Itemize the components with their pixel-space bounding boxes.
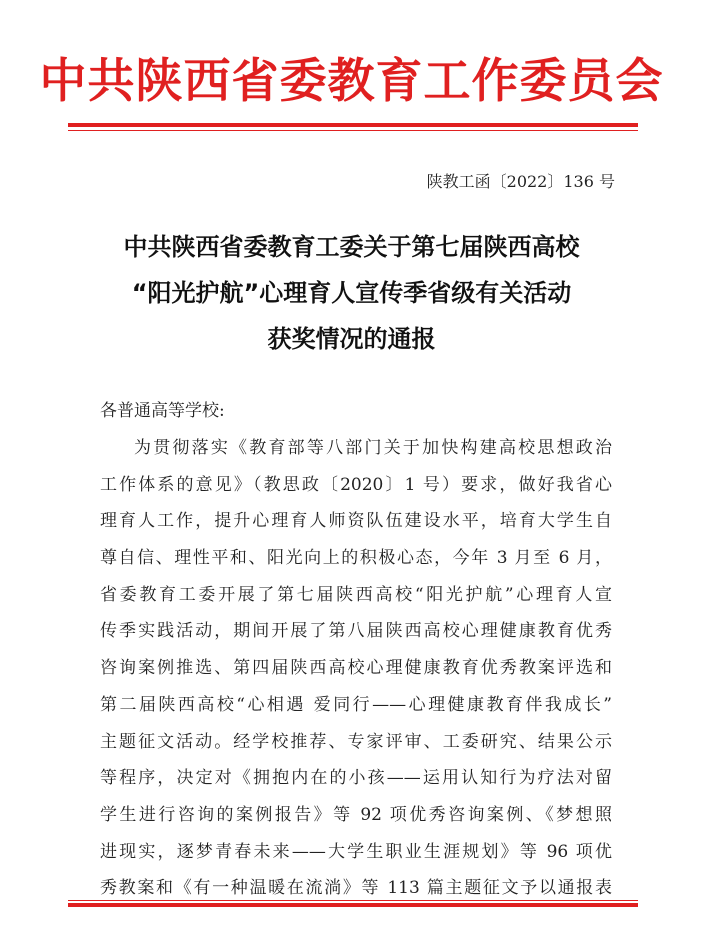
body-line: 传季实践活动，期间开展了第八届陕西高校心理健康教育优秀 bbox=[100, 621, 612, 642]
body-line: 主题征文活动。经学校推荐、专家评审、工委研究、结果公示 bbox=[100, 731, 612, 752]
body-paragraph bbox=[100, 430, 612, 907]
body-line: 省委教育工委开展了第七届陕西高校“阳光护航”心理育人宣 bbox=[100, 584, 612, 605]
body-line: 学生进行咨询的案例报告》等 92 项优秀咨询案例、《梦想照 bbox=[100, 804, 612, 825]
document-number: 陕教工函〔2022〕136 号 bbox=[426, 172, 615, 191]
body-line: 等程序，决定对《拥抱内在的小孩——运用认知行为疗法对留 bbox=[100, 768, 612, 789]
letterhead-rule-thick bbox=[68, 123, 638, 127]
letterhead-rule-thin bbox=[68, 130, 638, 131]
title-line-1: 中共陕西省委教育工委关于第七届陕西高校 bbox=[123, 233, 580, 261]
body-line: 为贯彻落实《教育部等八部门关于加快构建高校思想政治 bbox=[134, 438, 612, 458]
footer-rule-thin bbox=[68, 900, 638, 901]
document-title bbox=[0, 224, 703, 362]
title-line-3: 获奖情况的通报 bbox=[267, 325, 436, 353]
body-line: 进现实，逐梦青春未来——大学生职业生涯规划》等 96 项优 bbox=[100, 841, 612, 862]
body-line: 咨询案例推选、第四届陕西高校心理健康教育优秀教案评选和 bbox=[100, 658, 612, 679]
title-line-2: “阳光护航”心理育人宣传季省级有关活动 bbox=[131, 279, 572, 307]
salutation: 各普通高等学校: bbox=[100, 401, 225, 421]
letterhead-organization: 中共陕西省委教育工作委员会 bbox=[39, 54, 664, 109]
body-line: 工作体系的意见》（教思政〔2020〕1 号）要求，做好我省心 bbox=[100, 474, 612, 495]
body-line: 理育人工作，提升心理育人师资队伍建设水平，培育大学生自 bbox=[100, 511, 612, 532]
body-line: 第二届陕西高校“心相遇 爱同行——心理健康教育伴我成长” bbox=[100, 694, 612, 715]
footer-rule-thick bbox=[68, 903, 638, 907]
body-line: 秀教案和《有一种温暖在流淌》等 113 篇主题征文予以通报表 bbox=[100, 878, 612, 899]
body-line: 尊自信、理性平和、阳光向上的积极心态，今年 3 月至 6 月， bbox=[100, 548, 612, 569]
